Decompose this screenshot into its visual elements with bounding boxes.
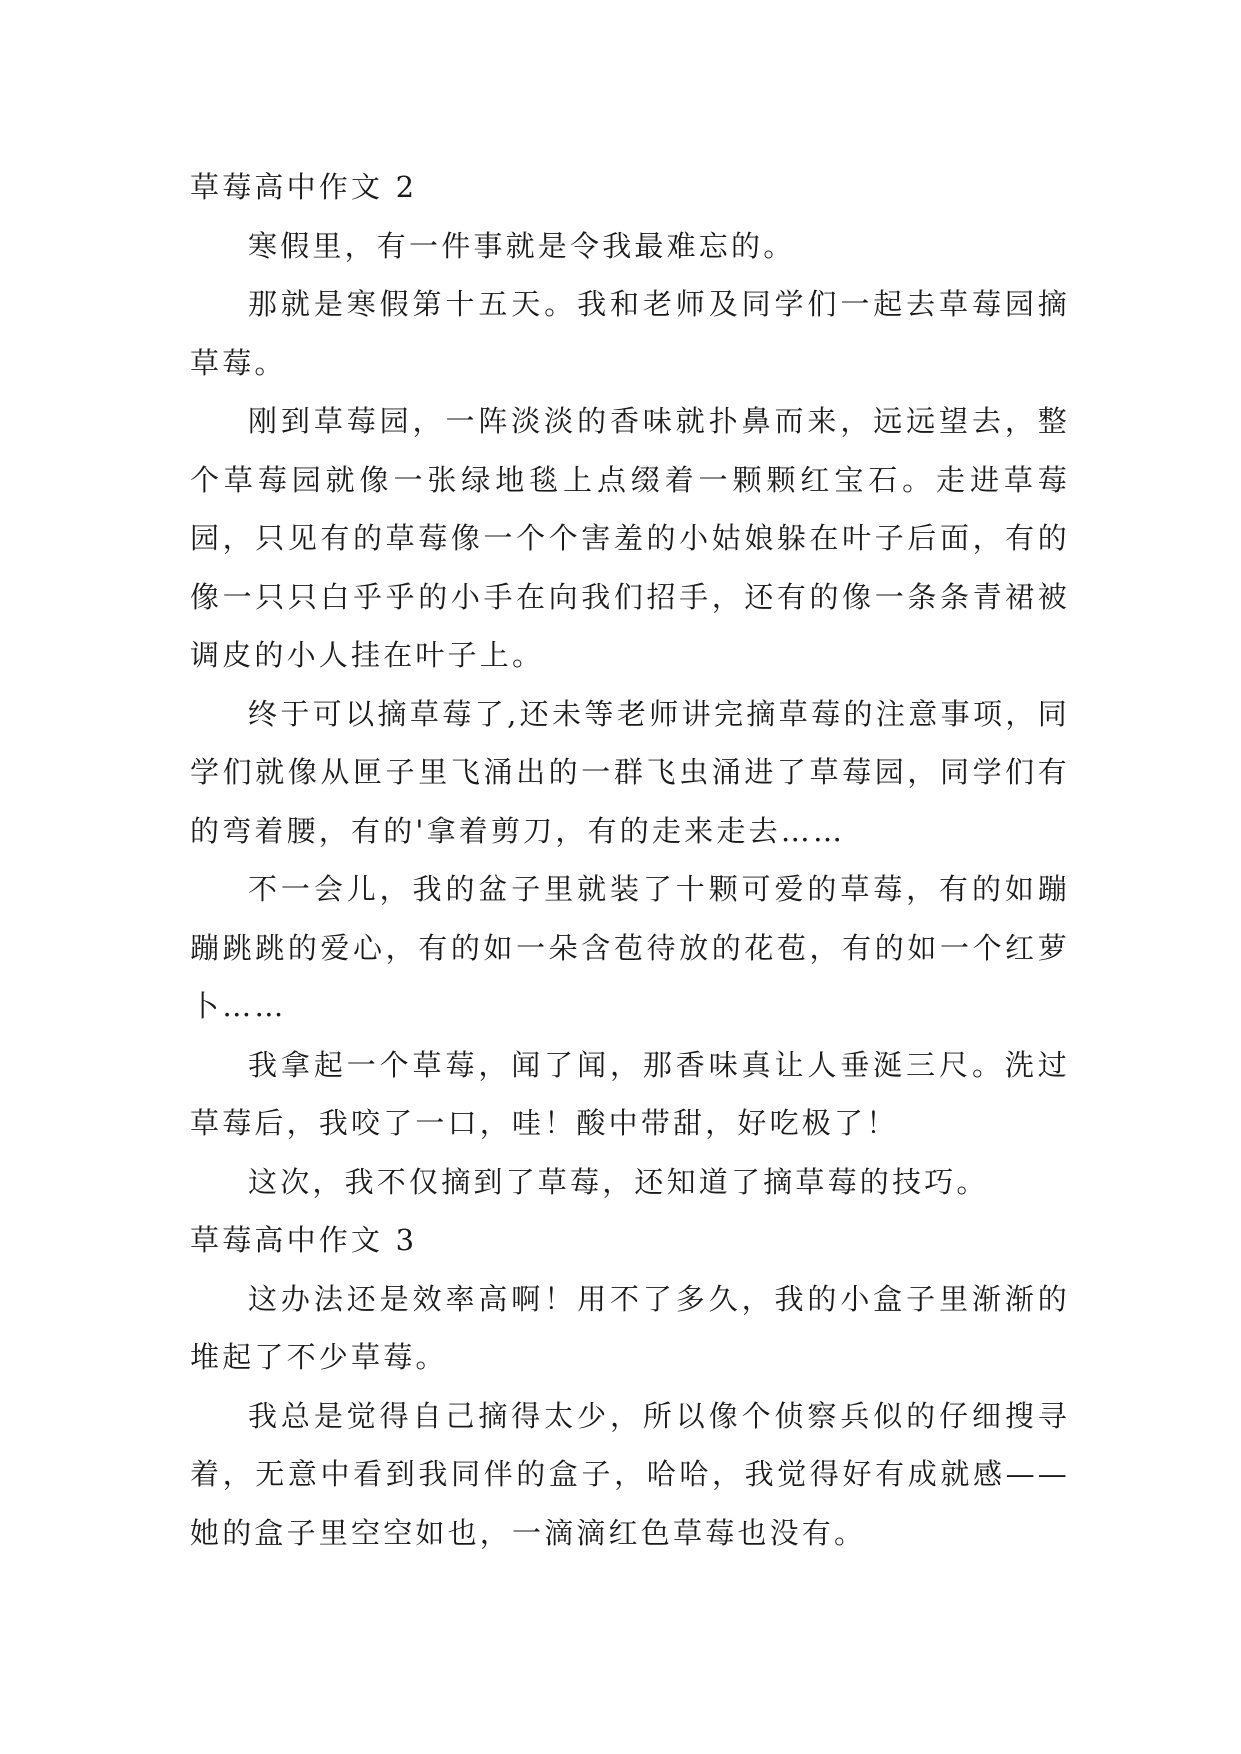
section-title: 草莓高中作文 3	[190, 1223, 418, 1257]
paragraph: 这次，我不仅摘到了草莓，还知道了摘草莓的技巧。	[248, 1164, 989, 1199]
paragraph: 寒假里，有一件事就是令我最难忘的。	[248, 228, 796, 263]
paragraph: 不一会儿，我的盆子里就装了十颗可爱的草莓，有的如蹦蹦跳跳的爱心，有的如一朵含苞待放的花苞，有的如一个红萝卜……	[190, 872, 1070, 1023]
paragraph: 这办法还是效率高啊！用不了多久，我的小盒子里渐渐的堆起了不少草莓。	[190, 1281, 1070, 1374]
essay-section-3	[190, 1211, 1070, 1562]
paragraph: 终于可以摘草莓了,还未等老师讲完摘草莓的注意事项，同学们就像从匣子里飞涌出的一群飞虫涌进了草莓园，同学们有的弯着腰，有的'拿着剪刀，有的走来走去……	[190, 696, 1070, 848]
essay-section-2	[190, 158, 1070, 1211]
document-page	[190, 158, 1070, 1562]
paragraph: 我总是觉得自己摘得太少，所以像个侦察兵似的仔细搜寻着，无意中看到我同伴的盒子，哈哈，我觉得好有成就感——她的盒子里空空如也，一滴滴红色草莓也没有。	[190, 1398, 1070, 1550]
paragraph: 我拿起一个草莓，闻了闻，那香味真让人垂涎三尺。洗过草莓后，我咬了一口，哇！酸中带甜，好吃极了！	[190, 1047, 1070, 1140]
paragraph: 那就是寒假第十五天。我和老师及同学们一起去草莓园摘草莓。	[190, 287, 1070, 380]
paragraph: 刚到草莓园，一阵淡淡的香味就扑鼻而来，远远望去，整个草莓园就像一张绿地毯上点缀着一颗颗红宝石。走进草莓园，只见有的草莓像一个个害羞的小姑娘躲在叶子后面，有的像一只只白乎乎的小手在向我们招手，还有的像一条条青裙被调皮的小人挂在叶子上。	[190, 404, 1070, 672]
section-title: 草莓高中作文 2	[190, 170, 418, 204]
